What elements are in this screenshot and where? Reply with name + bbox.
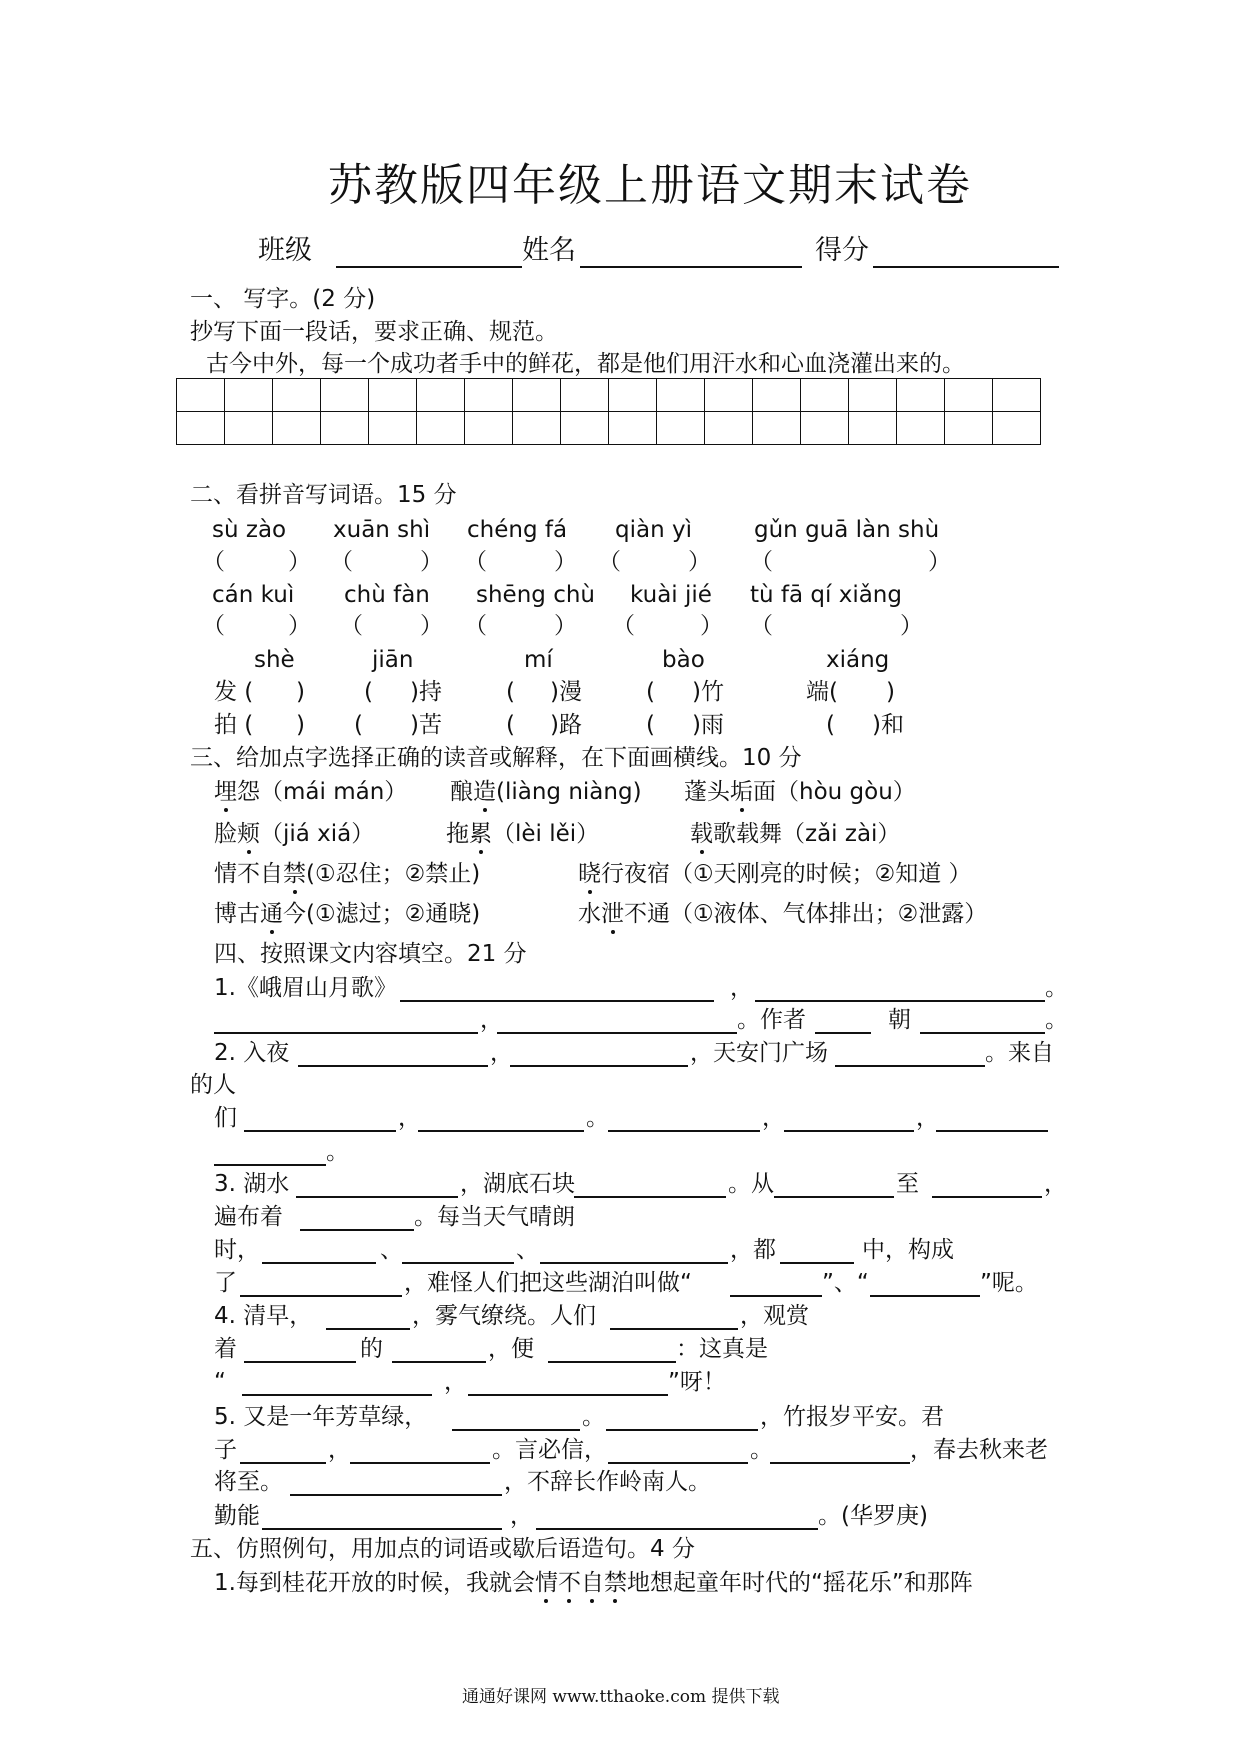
q2-blank[interactable]	[784, 1104, 914, 1132]
choice-item[interactable]: 拖累（lèi lěi）	[446, 821, 600, 847]
q3-blank[interactable]	[870, 1269, 980, 1297]
section-1-sentence: 古今中外，每一个成功者手中的鲜花，都是他们用汗水和心血浇灌出来的。	[206, 351, 965, 377]
answer-bracket-row-1[interactable]	[202, 549, 951, 576]
bracket: ）	[928, 549, 951, 575]
q3-blank[interactable]	[402, 1236, 514, 1264]
pinyin-2: xuān shì	[333, 517, 431, 543]
q5-blank[interactable]	[536, 1502, 818, 1530]
choice-item[interactable]: 载歌载舞（zǎi zài）	[690, 821, 901, 847]
author-blank[interactable]	[815, 1006, 871, 1034]
q5-blank[interactable]	[452, 1403, 580, 1431]
bracket: ）	[420, 613, 443, 639]
pinyin-3: chéng fá	[467, 517, 568, 543]
score-blank[interactable]	[873, 240, 1059, 268]
bracket: ）	[288, 549, 311, 575]
choice-item[interactable]: 脸颊（jiá xiá）	[214, 821, 375, 847]
pinyin-15: xiáng	[826, 647, 890, 673]
choice-item[interactable]: 埋怨（mái mán）	[214, 779, 408, 805]
bracket: （	[750, 549, 773, 575]
homophone-line-pai[interactable]: 拍 ( ) ( )苦 ( )路 ( )雨 ( )和	[214, 712, 904, 738]
q5-blank[interactable]	[290, 1468, 502, 1496]
q4-blank[interactable]	[468, 1368, 668, 1396]
q4-blank[interactable]	[242, 1368, 432, 1396]
pinyin-1: sù zào	[212, 517, 287, 543]
answer-bracket-row-2[interactable]	[202, 614, 947, 640]
grid-row	[177, 379, 1041, 412]
q2-blank[interactable]	[936, 1104, 1048, 1132]
q3-blank[interactable]	[300, 1203, 414, 1231]
bracket: ）	[900, 613, 923, 639]
name-label: 姓名	[522, 235, 576, 266]
section-2-heading: 二、看拼音写词语。15 分	[190, 482, 457, 508]
exam-title: 苏教版四年级上册语文期末试卷	[328, 160, 972, 211]
bracket: （	[202, 613, 225, 639]
q3-blank[interactable]	[540, 1236, 728, 1264]
pinyin-13: mí	[524, 647, 553, 673]
q5-blank[interactable]	[350, 1436, 490, 1464]
q3-blank[interactable]	[240, 1269, 402, 1297]
q1-blank[interactable]	[400, 974, 714, 1002]
q4-blank[interactable]	[392, 1335, 486, 1363]
pinyin-7: chù fàn	[344, 582, 430, 608]
q1-label: 1.《峨眉山月歌》	[214, 975, 397, 1001]
q3-blank[interactable]	[574, 1170, 726, 1198]
section-1-instruction: 抄写下面一段话，要求正确、规范。	[190, 319, 558, 345]
class-label: 班级	[258, 235, 312, 266]
choice-item[interactable]: 酿造(liàng niàng)	[450, 779, 642, 805]
pinyin-11: shè	[254, 647, 295, 673]
name-blank[interactable]	[580, 240, 802, 268]
q4-blank[interactable]	[326, 1302, 410, 1330]
writing-grid[interactable]	[176, 378, 1041, 445]
pinyin-12: jiān	[372, 647, 414, 673]
pinyin-4: qiàn yì	[615, 517, 692, 543]
pinyin-9: kuài jié	[630, 582, 712, 608]
bracket: （	[612, 613, 635, 639]
homophone-line-fa[interactable]: 发 ( ) ( )持 ( )漫 ( )竹 端( )	[214, 679, 895, 705]
bracket: ）	[288, 613, 311, 639]
section-4-heading: 四、按照课文内容填空。21 分	[214, 941, 527, 967]
bracket: （	[464, 613, 487, 639]
q3-blank[interactable]	[262, 1236, 376, 1264]
class-blank[interactable]	[336, 240, 522, 268]
section-1-heading: 一、 写字。(2 分)	[190, 286, 376, 312]
choice-item[interactable]: 博古通今(①滤过；②通晓)	[214, 901, 481, 927]
pinyin-6: cán kuì	[212, 582, 295, 608]
pinyin-14: bào	[662, 647, 705, 673]
bracket: ）	[700, 613, 723, 639]
q3-blank[interactable]	[296, 1170, 458, 1198]
score-label: 得分	[815, 235, 869, 266]
example-sentence: 1.每到桂花开放的时候，我就会情不自禁地想起童年时代的“摇花乐”和那阵	[214, 1570, 973, 1596]
dynasty-blank[interactable]	[920, 1006, 1045, 1034]
q2-blank[interactable]	[510, 1039, 688, 1067]
q1-blank[interactable]	[755, 974, 1045, 1002]
q2-blank[interactable]	[418, 1104, 584, 1132]
pinyin-10: tù fā qí xiǎng	[750, 582, 902, 608]
pinyin-8: shēng chù	[476, 582, 595, 608]
q4-blank[interactable]	[610, 1302, 738, 1330]
choice-item[interactable]: 情不自禁(①忍住；②禁止)	[214, 861, 481, 887]
bracket: ）	[554, 549, 577, 575]
q4-blank[interactable]	[548, 1335, 676, 1363]
pinyin-5: gǔn guā làn shù	[754, 517, 940, 543]
section-5-heading: 五、仿照例句，用加点的词语或歇后语造句。4 分	[190, 1536, 695, 1562]
bracket: （	[330, 549, 353, 575]
bracket: ）	[554, 613, 577, 639]
q1-blank[interactable]	[214, 1006, 478, 1034]
q3-blank[interactable]	[932, 1170, 1042, 1198]
q2-blank[interactable]	[298, 1039, 488, 1067]
q3-blank[interactable]	[774, 1170, 894, 1198]
q3-blank[interactable]	[730, 1269, 822, 1297]
q2-blank[interactable]	[835, 1039, 985, 1067]
q5-blank[interactable]	[770, 1436, 910, 1464]
q2-blank[interactable]	[608, 1104, 760, 1132]
q5-blank[interactable]	[606, 1403, 758, 1431]
bracket: （	[202, 549, 225, 575]
q4-blank[interactable]	[244, 1335, 356, 1363]
bracket: ）	[688, 549, 711, 575]
bracket: （	[464, 549, 487, 575]
q2-blank[interactable]	[214, 1138, 326, 1166]
q1-blank[interactable]	[497, 1006, 737, 1034]
section-3-heading: 三、给加点字选择正确的读音或解释，在下面画横线。10 分	[190, 745, 802, 771]
q5-blank[interactable]	[608, 1436, 748, 1464]
bracket: （	[598, 549, 621, 575]
q2-blank[interactable]	[244, 1104, 396, 1132]
choice-item[interactable]: 蓬头垢面（hòu gòu）	[684, 779, 916, 805]
q3-blank[interactable]	[780, 1236, 854, 1264]
footer-credit: 通通好课网 www.tthaoke.com 提供下载	[462, 1687, 780, 1707]
bracket: （	[340, 613, 363, 639]
grid-row	[177, 412, 1041, 445]
q5-blank[interactable]	[240, 1436, 326, 1464]
choice-item[interactable]: 水泄不通（①液体、气体排出；②泄露）	[578, 901, 988, 927]
bracket: （	[750, 613, 773, 639]
q5-blank[interactable]	[262, 1502, 502, 1530]
choice-item[interactable]: 晓行夜宿（①天刚亮的时候；②知道 ）	[578, 861, 972, 887]
bracket: ）	[420, 549, 443, 575]
